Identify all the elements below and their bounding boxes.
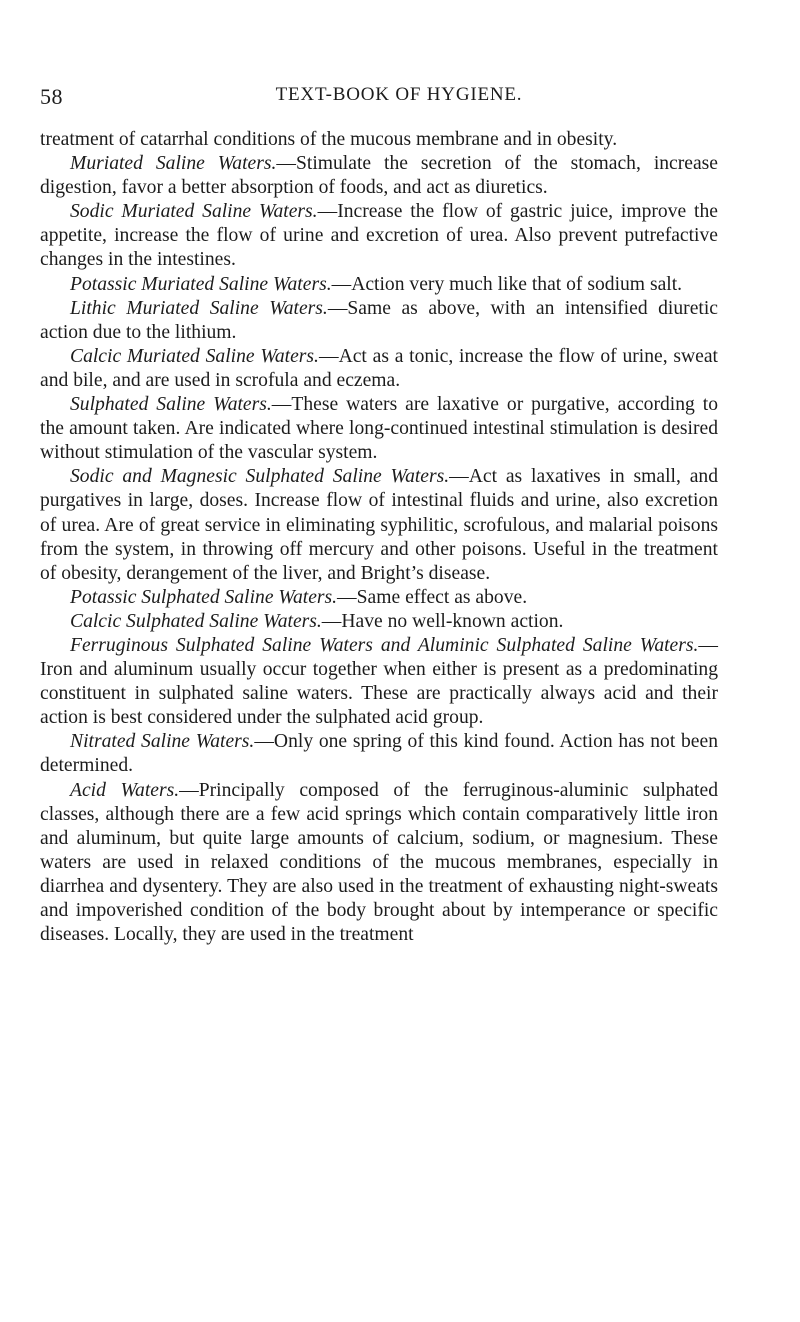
paragraph-text: —These waters are laxative or purgative, according to the amount taken. Are indicated where long-continued intestinal stimulation is desired without stimulation of the vascular system.: [40, 394, 718, 464]
paragraph-lithic-muriated: [40, 297, 718, 345]
page-header: [40, 74, 718, 114]
paragraph-text: —Stimulate the secretion of the stomach, increase digestion, favor a better absorption of foods, and act as diuretics.: [40, 153, 718, 199]
paragraph-term: Acid Waters.: [70, 779, 180, 801]
paragraph-term: Sodic and Magnesic Sulphated Saline Waters.: [70, 466, 450, 488]
body-text: [40, 128, 718, 947]
paragraph-term: Ferruginous Sulphated Saline Waters and Aluminic Sulphated Saline Waters.: [70, 634, 699, 656]
paragraph-term: Muriated Saline Waters.: [70, 153, 277, 175]
paragraph-text: —Act as laxatives in small, and purgatives in large, doses. Increase flow of intestinal fluids and urine, also excretion of urea. Are of great service in eliminating syphilitic, scrofulous, and malarial poisons from the system, in throwing off mercury and other poisons. Useful in the treatment of obesity, derangement of the liver, and Bright’s disease.: [40, 466, 718, 584]
paragraph-ferruginous-aluminic: [40, 634, 718, 730]
paragraph-term: Calcic Sulphated Saline Waters.: [70, 610, 322, 632]
paragraph-text: —Have no well-known action.: [321, 610, 564, 632]
running-head: TEXT-BOOK OF HYGIENE.: [275, 84, 523, 105]
paragraph-text: —Only one spring of this kind found. Action has not been determined.: [40, 731, 718, 777]
paragraph-term: Nitrated Saline Waters.: [70, 731, 255, 753]
paragraph-text: —Iron and aluminum usually occur together when either is present as a predominating constituent in sulphated saline waters. These are practically always acid and their action is best considered under the sulphated acid group.: [40, 634, 718, 729]
paragraph-text: —Action very much like that of sodium salt.: [331, 273, 683, 295]
page-number: 58: [40, 84, 63, 109]
paragraph-term: Lithic Muriated Saline Waters.: [70, 297, 328, 319]
paragraph-sodic-muriated: [40, 200, 718, 272]
paragraph-sodic-magnesic-sulphated: [40, 465, 718, 585]
book-page: [40, 0, 718, 947]
paragraph-term: Sulphated Saline Waters.: [70, 394, 272, 416]
paragraph-text: —Increase the flow of gastric juice, improve the appetite, increase the flow of urine and excretion of urea. Also prevent putrefactive changes in the intestines.: [40, 201, 718, 271]
paragraph-sulphated-saline: [40, 393, 718, 465]
paragraph-text: —Same effect as above.: [337, 586, 528, 608]
paragraph-continued: [40, 128, 718, 152]
paragraph-term: Potassic Muriated Saline Waters.: [70, 273, 332, 295]
paragraph-muriated-saline: [40, 152, 718, 200]
paragraph-potassic-sulphated: [40, 586, 718, 610]
paragraph-text: —Same as above, with an intensified diuretic action due to the lithium.: [40, 297, 718, 343]
paragraph-calcic-sulphated: [40, 610, 718, 634]
paragraph-calcic-muriated: [40, 345, 718, 393]
paragraph-text: —Act as a tonic, increase the flow of urine, sweat and bile, and are used in scrofula and eczema.: [40, 345, 718, 391]
paragraph-acid-waters: [40, 779, 718, 948]
paragraph-text: treatment of catarrhal conditions of the mucous membrane and in obesity.: [40, 129, 618, 150]
paragraph-text: —Principally composed of the ferruginous-aluminic sulphated classes, although there are a few acid springs which contain comparatively little iron and aluminum, but quite large amounts of calcium, sodium, or magnesium. These waters are used in relaxed conditions of the mucous membranes, especially in diarrhea and dysentery. They are also used in the treatment of exhausting night-sweats and impoverished condition of the body brought about by intemperance or specific diseases. Locally, they are used in the treatment: [40, 779, 718, 946]
paragraph-term: Sodic Muriated Saline Waters.: [70, 201, 318, 223]
paragraph-term: Potassic Sulphated Saline Waters.: [70, 586, 338, 608]
paragraph-potassic-muriated: [40, 273, 718, 297]
paragraph-term: Calcic Muriated Saline Waters.: [70, 345, 319, 367]
paragraph-nitrated-saline: [40, 730, 718, 778]
